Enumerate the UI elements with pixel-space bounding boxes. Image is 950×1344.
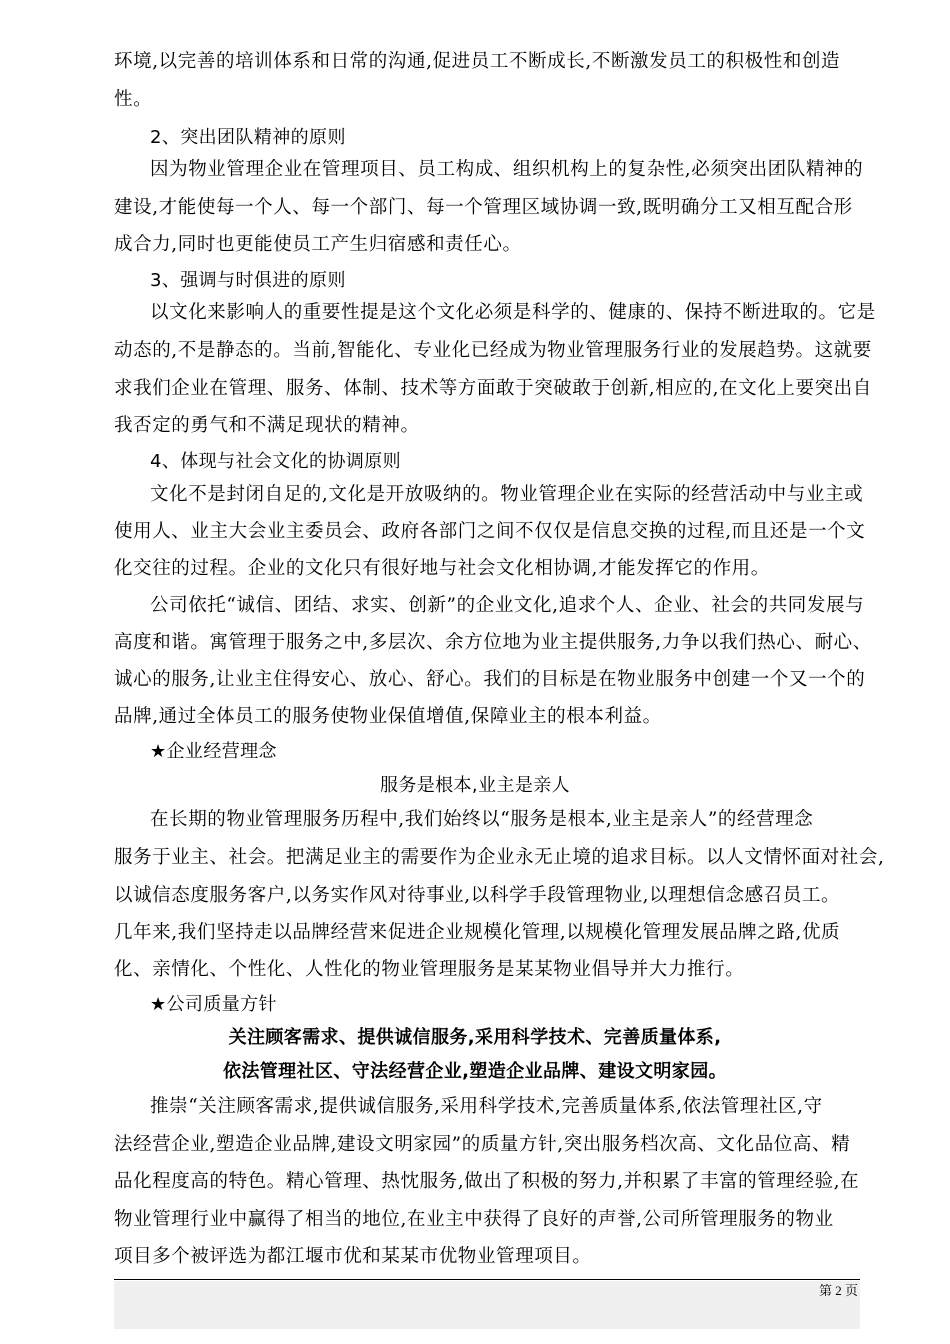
quality-policy-line: 关注顾客需求、提供诚信服务,采用科学技术、完善质量体系, [228,1027,722,1048]
paragraph-line: 高度和谐。寓管理于服务之中,多层次、余方位地为业主提供服务,力争以我们热心、耐心、 [114,632,872,653]
paragraph-line: 成合力,同时也更能使员工产生归宿感和责任心。 [114,234,522,255]
paragraph-line: 在长期的物业管理服务历程中,我们始终以“服务是根本,业主是亲人”的经营理念 [150,809,814,830]
paragraph-line: 品牌,通过全体员工的服务使物业保值增值,保障业主的根本利益。 [114,706,662,727]
paragraph-line: 化交往的过程。企业的文化只有很好地与社会文化相协调,才能发挥它的作用。 [114,558,770,579]
paragraph-line: 化、亲情化、个性化、人性化的物业管理服务是某某物业倡导并大力推行。 [114,959,745,980]
paragraph-line: 项目多个被评选为都江堰市优和某某市优物业管理项目。 [114,1246,592,1267]
section-heading: 3、强调与时俱进的原则 [150,270,346,291]
paragraph-line: 求我们企业在管理、服务、体制、技术等方面敢于突破敢于创新,相应的,在文化上要突出自 [114,378,872,399]
paragraph-line: 品化程度高的特色。精心管理、热忱服务,做出了积极的努力,并积累了丰富的管理经验,在 [114,1171,860,1192]
paragraph-line: 推崇“关注顾客需求,提供诚信服务,采用科学技术,完善质量体系,依法管理社区,守 [150,1096,823,1117]
paragraph-line: 物业管理行业中赢得了相当的地位,在业主中获得了良好的声誉,公司所管理服务的物业 [114,1209,834,1230]
paragraph-line: 诚心的服务,让业主住得安心、放心、舒心。我们的目标是在物业服务中创建一个又一个的 [114,669,866,690]
paragraph-line: 使用人、业主大会业主委员会、政府各部门之间不仅仅是信息交换的过程,而且还是一个文 [114,521,866,542]
page-footer [114,1281,860,1329]
motto-line: 服务是根本,业主是亲人 [379,775,571,796]
paragraph-line: 性。 [114,89,153,110]
paragraph-line: 动态的,不是静态的。当前,智能化、专业化已经成为物业管理服务行业的发展趋势。这就要 [114,340,872,361]
paragraph-line: 环境,以完善的培训体系和日常的沟通,促进员工不断成长,不断激发员工的积极性和创造 [114,51,841,72]
paragraph-line: 服务于业主、社会。把满足业主的需要作为企业永无止境的追求目标。以人文情怀面对社会, [114,847,885,868]
section-heading: 2、突出团队精神的原则 [150,127,346,148]
paragraph-line: 几年来,我们坚持走以品牌经营来促进企业规模化管理,以规模化管理发展品牌之路,优质 [114,922,841,943]
paragraph-line: 以诚信态度服务客户,以务实作风对待事业,以科学手段管理物业,以理想信念感召员工。 [114,885,841,906]
paragraph-line: 法经营企业,塑造企业品牌,建设文明家园”的质量方针,突出服务档次高、文化品位高、精 [114,1134,851,1155]
footer-divider [114,1279,860,1280]
paragraph-line: 公司依托“诚信、团结、求实、创新”的企业文化,追求个人、企业、社会的共同发展与 [150,595,865,616]
paragraph-line: 因为物业管理企业在管理项目、员工构成、组织机构上的复杂性,必须突出团队精神的 [150,159,864,180]
section-heading: ★企业经营理念 [150,741,277,762]
paragraph-line: 建设,才能使每一个人、每一个部门、每一个管理区域协调一致,既明确分工又相互配合形 [114,197,853,218]
section-heading: 4、体现与社会文化的协调原则 [150,451,402,472]
paragraph-line: 以文化来影响人的重要性提是这个文化必须是科学的、健康的、保持不断进取的。它是 [150,302,876,323]
quality-policy-line: 依法管理社区、守法经营企业,塑造企业品牌、建设文明家园。 [222,1061,728,1082]
page-number: 第 2 页 [818,1283,858,1298]
paragraph-line: 我否定的勇气和不满足现状的精神。 [114,415,420,436]
section-heading: ★公司质量方针 [150,994,277,1015]
paragraph-line: 文化不是封闭自足的,文化是开放吸纳的。物业管理企业在实际的经营活动中与业主或 [150,484,864,505]
